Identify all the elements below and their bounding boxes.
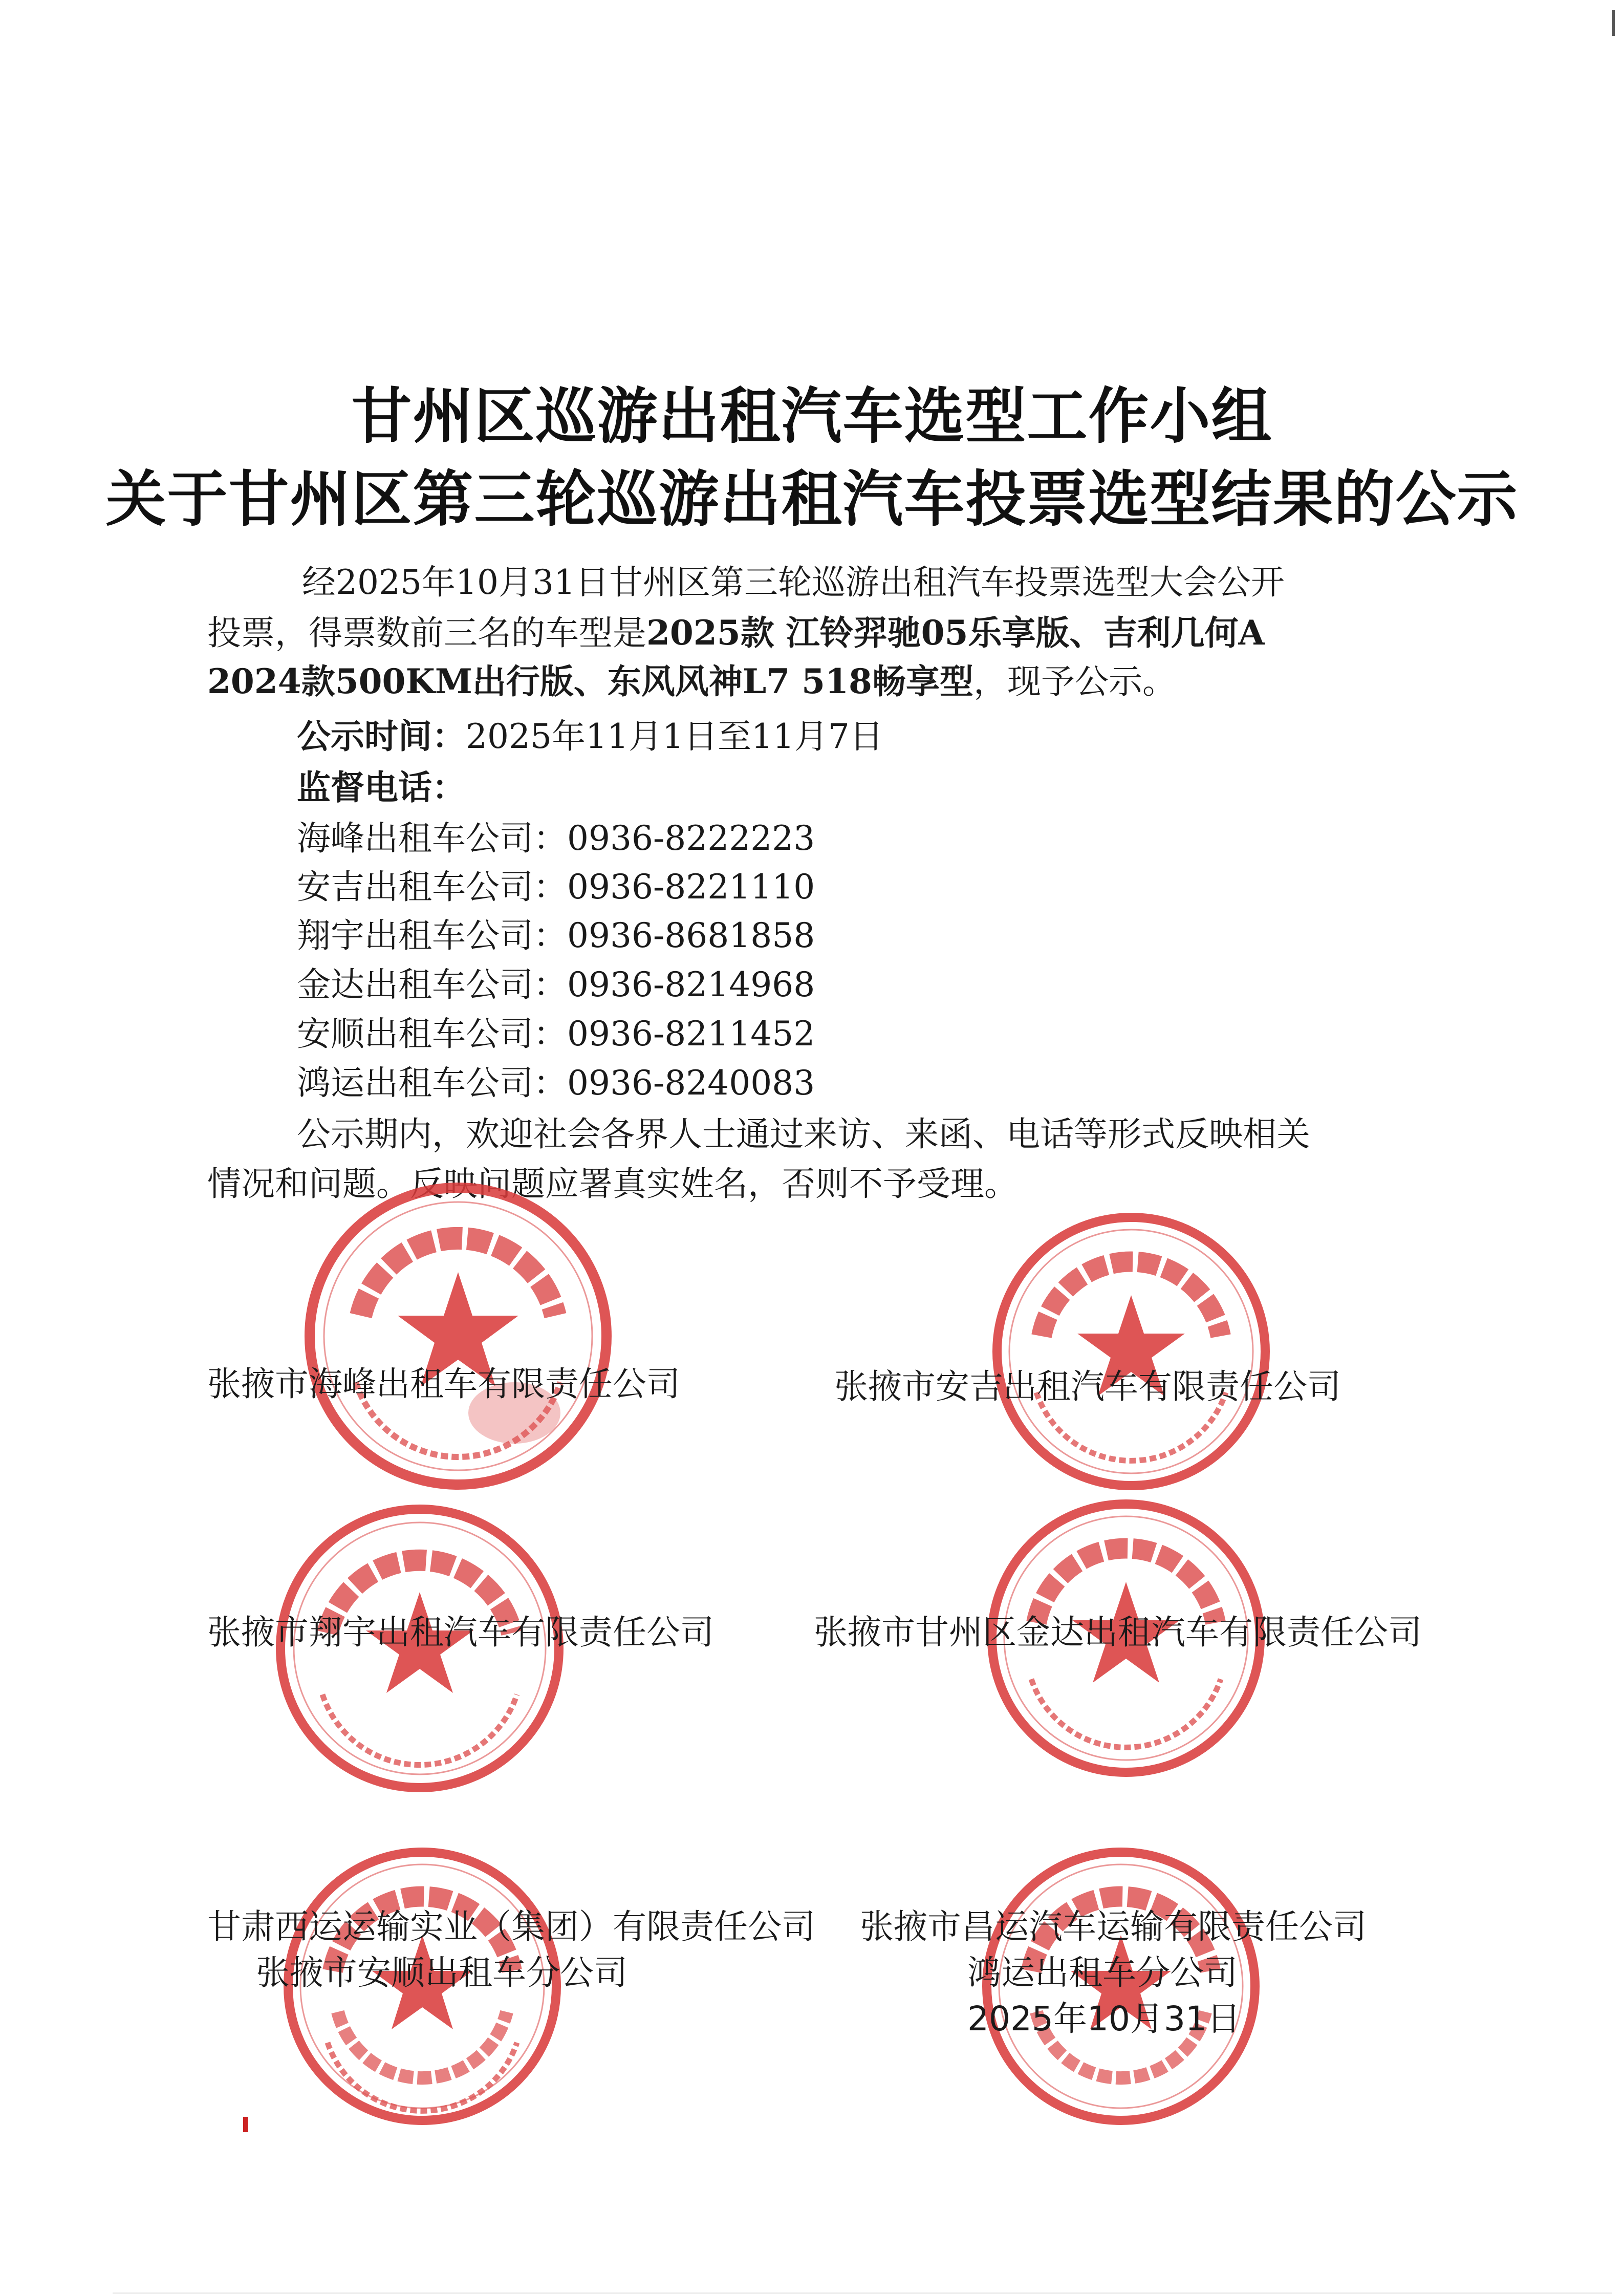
signature-changyun-line-2: 鸿运出租车分公司 xyxy=(967,1953,1238,1992)
phone-company: 安吉出租车公司： xyxy=(297,867,567,907)
phone-label: 监督电话： xyxy=(297,767,466,807)
publicity-period xyxy=(297,712,883,761)
signature-xiyun-line-2: 张掖市安顺出租车分公司 xyxy=(256,1953,627,1992)
signature-changyun-line-1: 张掖市昌运汽车运输有限责任公司 xyxy=(860,1907,1367,1946)
paragraph-2-line-2: 情况和问题。反映问题应署真实姓名，否则不予受理。 xyxy=(207,1164,1018,1204)
signature-date: 2025年10月31日 xyxy=(967,1999,1241,2038)
phone-row xyxy=(297,960,815,1010)
paragraph-1-line-2 xyxy=(207,608,1265,658)
scan-dot xyxy=(243,2117,248,2132)
phone-company: 鸿运出租车公司： xyxy=(297,1063,567,1103)
scan-edge-mark xyxy=(1612,10,1615,36)
phone-row xyxy=(297,911,815,960)
phone-row xyxy=(297,1059,815,1108)
phone-company: 安顺出租车公司： xyxy=(297,1014,567,1054)
phone-company: 海峰出租车公司： xyxy=(297,819,567,858)
period-label: 公示时间： xyxy=(297,716,466,756)
phone-number: 0936-8222223 xyxy=(567,819,815,858)
paragraph-1-line-3 xyxy=(207,657,1176,706)
phone-number: 0936-8240083 xyxy=(567,1063,815,1103)
phone-number: 0936-8211452 xyxy=(567,1014,815,1054)
title-line-1: 甘州区巡游出租汽车选型工作小组 xyxy=(351,380,1273,452)
paragraph-2-line-1: 公示期内，欢迎社会各界人士通过来访、来函、电话等形式反映相关 xyxy=(297,1114,1310,1154)
vehicle-models-part-2: 2024款500KM出行版、东风风神L7 518畅享型 xyxy=(207,661,973,701)
phone-row xyxy=(297,814,815,863)
title-line-2: 关于甘州区第三轮巡游出租汽车投票选型结果的公示 xyxy=(105,463,1519,534)
signature-jinda: 张掖市甘州区金达出租汽车有限责任公司 xyxy=(814,1613,1422,1652)
paragraph-1-line-1: 经2025年10月31日甘州区第三轮巡游出租汽车投票选型大会公开 xyxy=(302,563,1285,602)
para1-suffix: ，现予公示。 xyxy=(973,662,1176,701)
signature-anji: 张掖市安吉出租汽车有限责任公司 xyxy=(834,1367,1341,1406)
phone-row xyxy=(297,863,815,912)
phone-number: 0936-8214968 xyxy=(567,965,815,1004)
para1-prefix: 投票，得票数前三名的车型是 xyxy=(207,613,646,653)
scan-line xyxy=(113,2292,1612,2294)
phone-number: 0936-8221110 xyxy=(567,867,815,907)
vehicle-models-part-1: 2025款 江铃羿驰05乐享版、吉利几何A xyxy=(646,613,1265,653)
company-seal xyxy=(299,1177,617,1495)
phone-number: 0936-8681858 xyxy=(567,916,815,955)
signature-haifeng: 张掖市海峰出租车有限责任公司 xyxy=(207,1364,680,1404)
phone-row xyxy=(297,1010,815,1059)
period-value: 2025年11月1日至11月7日 xyxy=(466,717,883,756)
phone-company: 金达出租车公司： xyxy=(297,965,567,1004)
phone-company: 翔宇出租车公司： xyxy=(297,916,567,955)
signature-xiangyu: 张掖市翔宇出租汽车有限责任公司 xyxy=(207,1613,714,1652)
signature-xiyun-line-1: 甘肃西运运输实业（集团）有限责任公司 xyxy=(207,1907,815,1946)
company-seal xyxy=(988,1208,1274,1495)
